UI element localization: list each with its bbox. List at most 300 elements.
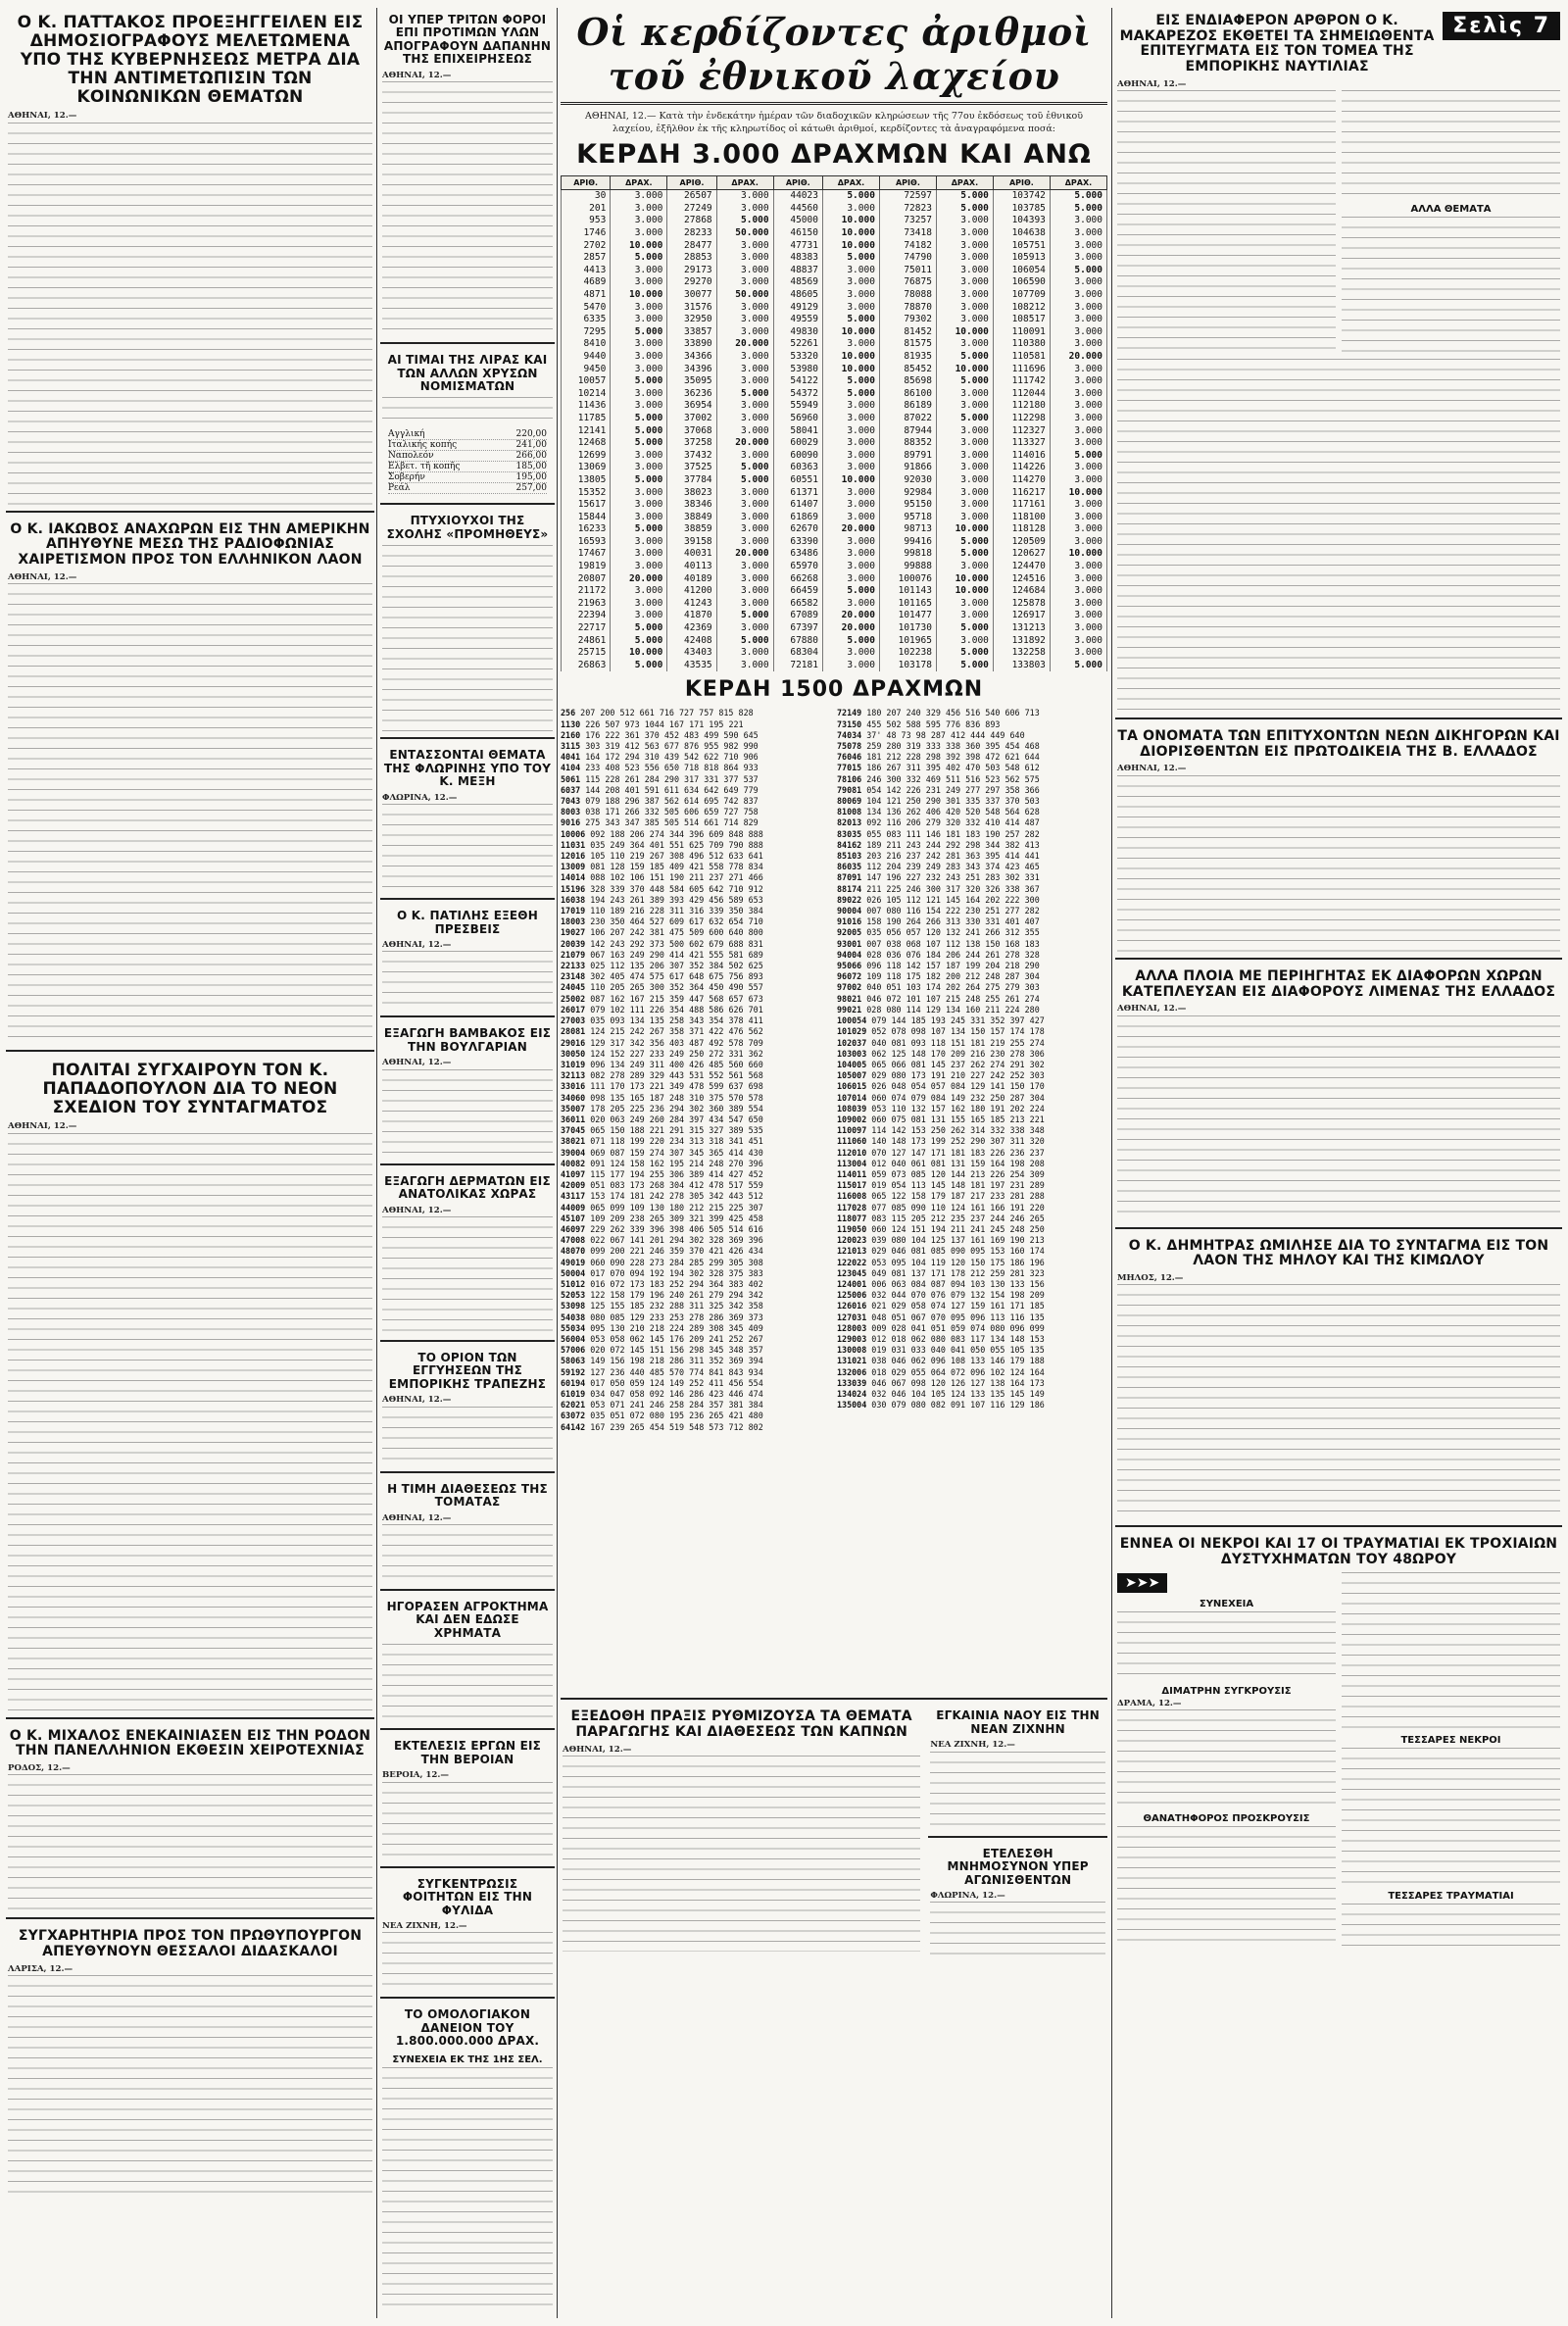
prize-amount: 3.000 [822, 536, 879, 549]
ticket-number: 73418 [879, 227, 936, 240]
ticket-number: 104393 [993, 215, 1050, 227]
number-line: 42009 051 083 173 268 304 412 478 517 559 [561, 1180, 763, 1191]
prize-amount: 3.000 [716, 190, 773, 203]
prize-amount: 5.000 [611, 622, 667, 635]
story-thessaloi [6, 1923, 374, 2206]
ticket-number: 10214 [562, 388, 611, 401]
prize-amount: 3.000 [822, 338, 879, 351]
prize-amount: 5.000 [611, 474, 667, 487]
prize-amount: 3.000 [1050, 512, 1106, 524]
ticket-number: 60363 [773, 462, 822, 474]
table-row [562, 190, 1107, 203]
prize-amount: 20.000 [716, 548, 773, 561]
ticket-number: 41243 [667, 598, 716, 611]
ticket-number: 124470 [993, 561, 1050, 573]
dateline: ΛΑΡΙΣΑ, 12.— [8, 1963, 74, 1974]
ticket-number: 13069 [562, 462, 611, 474]
story-dimitras [1115, 1233, 1562, 1528]
ticket-number: 110091 [993, 326, 1050, 339]
prize-amount: 3.000 [716, 573, 773, 586]
article-body [1117, 1611, 1336, 1680]
ticket-number: 66268 [773, 573, 822, 586]
ticket-number: 2702 [562, 240, 611, 253]
article-body [382, 1407, 553, 1465]
prize-amount: 3.000 [822, 450, 879, 463]
headline: ΗΓΟΡΑΣΕΝ ΑΓΡΟΚΤΗΜΑ ΚΑΙ ΔΕΝ ΕΔΩΣΕ ΧΡΗΜΑΤΑ [386, 1600, 549, 1640]
story-trochaia [1115, 1531, 1562, 1957]
number-line: 39004 069 087 159 274 307 345 365 414 430 [561, 1147, 763, 1158]
number-line: 113004 012 040 061 081 131 159 164 198 208 [837, 1158, 1045, 1168]
story-kapnoi [561, 1704, 922, 1966]
article-body [382, 81, 553, 336]
table-row [562, 474, 1107, 487]
ticket-number: 37002 [667, 413, 716, 425]
ticket-number: 12699 [562, 450, 611, 463]
dateline: ΑΘΗΝΑΙ, 12.— [1117, 764, 1187, 774]
prize-amount: 3.000 [716, 660, 773, 672]
table-header: ΔΡΑΧ. [822, 176, 879, 190]
ticket-number: 37525 [667, 462, 716, 474]
dateline: ΑΘΗΝΑΙ, 12.— [8, 1121, 77, 1132]
ticket-number: 4413 [562, 265, 611, 277]
number-line: 37045 065 150 188 221 291 315 327 389 535 [561, 1125, 763, 1136]
prize-amount: 3.000 [611, 487, 667, 500]
ticket-number: 4689 [562, 276, 611, 289]
number-line: 114011 059 073 085 120 144 213 226 254 309 [837, 1168, 1045, 1179]
table-header: ΔΡΑΧ. [611, 176, 667, 190]
number-line: 72149 180 207 240 329 456 516 540 606 713 [837, 708, 1040, 718]
table-header: ΑΡΙΘ. [562, 176, 611, 190]
table-header: ΑΡΙΘ. [879, 176, 936, 190]
table-row [562, 647, 1107, 660]
number-line: 19027 106 207 242 381 475 509 600 640 800 [561, 927, 763, 938]
dateline: ΑΘΗΝΑΙ, 12.— [8, 571, 77, 582]
number-line: 125006 032 044 070 076 079 132 154 198 209 [837, 1290, 1045, 1301]
arrow-graphic: ➤➤➤ [1117, 1573, 1167, 1593]
ticket-number: 48383 [773, 252, 822, 265]
ticket-number: 15617 [562, 499, 611, 512]
number-line: 50004 017 070 094 192 194 302 328 375 383 [561, 1267, 763, 1278]
article-body [382, 1932, 553, 1991]
ticket-number: 37784 [667, 474, 716, 487]
prize-amount: 5.000 [822, 388, 879, 401]
bottom-right-stories [928, 1704, 1107, 1970]
ticket-number: 68304 [773, 647, 822, 660]
ticket-number: 2857 [562, 252, 611, 265]
ticket-number: 114270 [993, 474, 1050, 487]
story-naos [928, 1704, 1107, 1837]
prize-amount: 20.000 [716, 437, 773, 450]
ticket-number: 99818 [879, 548, 936, 561]
prize-amount: 3.000 [936, 635, 993, 648]
article-body [382, 1782, 553, 1860]
price-row: Ναπολεόν 266,00 [388, 451, 547, 462]
prize-amount: 3.000 [936, 499, 993, 512]
prize-amount: 5.000 [936, 203, 993, 216]
number-line: 48070 099 200 221 246 359 370 421 426 434 [561, 1246, 763, 1257]
ticket-number: 105913 [993, 252, 1050, 265]
ticket-number: 66582 [773, 598, 822, 611]
table-header: ΑΡΙΘ. [993, 176, 1050, 190]
dateline: ΑΘΗΝΑΙ, 12.— [382, 1395, 452, 1406]
prize-amount: 10.000 [936, 523, 993, 536]
story-dikigoroi [1115, 723, 1562, 960]
table-row [562, 351, 1107, 364]
prize-amount: 3.000 [1050, 635, 1106, 648]
number-line: 57006 020 072 145 151 156 298 345 348 357 [561, 1345, 763, 1356]
table-row [562, 314, 1107, 326]
ticket-number: 15352 [562, 487, 611, 500]
prize-amount: 5.000 [611, 326, 667, 339]
page-number-badge: Σελὶς 7 [1443, 12, 1560, 40]
prize-amount: 10.000 [1050, 548, 1106, 561]
prize-amount: 5.000 [936, 548, 993, 561]
price-row: Ελβετ. τῆ κοπῆς 185,00 [388, 462, 547, 472]
prize-amount: 3.000 [822, 425, 879, 438]
headline: ΕΓΚΑΙΝΙΑ ΝΑΟΥ ΕΙΣ ΤΗΝ ΝΕΑΝ ΖΙΧΝΗΝ [936, 1708, 1101, 1736]
prize-amount: 20.000 [822, 523, 879, 536]
ticket-number: 85698 [879, 375, 936, 388]
ticket-number: 34396 [667, 364, 716, 376]
story-ploia [1115, 964, 1562, 1229]
prize-amount: 3.000 [1050, 364, 1106, 376]
prize-amount: 3.000 [1050, 610, 1106, 622]
prize-amount: 3.000 [716, 561, 773, 573]
ticket-number: 103785 [993, 203, 1050, 216]
article-body [382, 2067, 553, 2312]
number-line: 36011 020 063 249 260 284 397 434 547 650 [561, 1114, 763, 1124]
ticket-number: 124684 [993, 585, 1050, 598]
prize-amount: 5.000 [611, 437, 667, 450]
article-body [930, 1752, 1105, 1830]
ticket-number: 103178 [879, 660, 936, 672]
table-row [562, 561, 1107, 573]
number-line: 61019 034 047 058 092 146 286 423 446 474 [561, 1389, 763, 1399]
prize-amount: 3.000 [822, 561, 879, 573]
column-1 [6, 8, 374, 2318]
number-line: 92005 035 056 057 120 132 241 266 312 355 [837, 927, 1040, 938]
ticket-number: 101965 [879, 635, 936, 648]
ticket-number: 67397 [773, 622, 822, 635]
table-row [562, 215, 1107, 227]
number-line: 24045 110 205 265 300 352 364 450 490 557 [561, 982, 763, 993]
dateline: ΑΘΗΝΑΙ, 12.— [382, 939, 452, 950]
table-row [562, 240, 1107, 253]
prize-amount: 10.000 [822, 215, 879, 227]
number-line: 135004 030 079 080 082 091 107 116 129 186 [837, 1400, 1045, 1410]
ticket-number: 28477 [667, 240, 716, 253]
subhead: ΤΕΣΣΑΡΕΣ ΤΡΑΥΜΑΤΙΑΙ [1388, 1890, 1514, 1902]
number-line: 22133 025 112 135 206 307 352 384 502 625 [561, 961, 763, 971]
prize-amount: 3.000 [936, 314, 993, 326]
number-line: 83035 055 083 111 146 181 183 190 257 282 [837, 828, 1040, 839]
ticket-number: 132258 [993, 647, 1050, 660]
table-row [562, 326, 1107, 339]
dateline: ΑΘΗΝΑΙ, 12.— [382, 1512, 452, 1523]
prize-amount: 3.000 [716, 351, 773, 364]
ticket-number: 61371 [773, 487, 822, 500]
number-line: 95066 096 118 142 157 187 199 204 218 290 [837, 961, 1040, 971]
headline: ΣΥΓΧΑΡΗΤΗΡΙΑ ΠΡΟΣ ΤΟΝ ΠΡΩΘΥΠΟΥΡΓΟΝ ΑΠΕΥΘΥΝΟΥΝ ΘΕΣΣΑΛΟΙ ΔΙΔΑΣΚΑΛΟΙ [18, 1928, 363, 1959]
headline: Ο Κ. ΜΙΧΑΛΟΣ ΕΝΕΚΑΙΝΙΑΣΕΝ ΕΙΣ ΤΗΝ ΡΟΔΟΝ ΤΗΝ ΠΑΝΕΛΛΗΝΙΟΝ ΕΚΘΕΣΙΝ ΧΕΙΡΟΤΕΧΝΙΑΣ [9, 1727, 371, 1759]
ticket-number: 11436 [562, 400, 611, 413]
headline: ΕΞΑΓΩΓΗ ΔΕΡΜΑΤΩΝ ΕΙΣ ΑΝΑΤΟΛΙΚΑΣ ΧΩΡΑΣ [384, 1173, 551, 1202]
prize-amount: 3.000 [936, 474, 993, 487]
number-line: 85103 203 216 237 242 281 363 395 414 441 [837, 851, 1040, 862]
prize-amount: 5.000 [716, 474, 773, 487]
ticket-number: 11785 [562, 413, 611, 425]
prize-amount: 5.000 [1050, 660, 1106, 672]
ticket-number: 33890 [667, 338, 716, 351]
ticket-number: 20807 [562, 573, 611, 586]
table-row [562, 635, 1107, 648]
story-tomata [380, 1477, 555, 1591]
headline: Ο Κ. ΔΗΜΗΤΡΑΣ ΩΜΙΛΗΣΕ ΔΙΑ ΤΟ ΣΥΝΤΑΓΜΑ ΕΙΣ ΤΟΝ ΛΑΟΝ ΤΗΣ ΜΗΛΟΥ ΚΑΙ ΤΗΣ ΚΙΜΩΛΟΥ [1128, 1237, 1549, 1269]
number-line: 107014 060 074 079 084 149 232 250 287 304 [837, 1092, 1045, 1103]
number-line: 82013 092 116 206 279 320 332 410 414 487 [837, 817, 1040, 828]
prize-amount: 3.000 [716, 523, 773, 536]
article-body [382, 951, 553, 1010]
prize-amount: 3.000 [1050, 252, 1106, 265]
ticket-number: 98713 [879, 523, 936, 536]
table-header: ΔΡΑΧ. [936, 176, 993, 190]
headline: ΕΝΤΑΣΣΟΝΤΑΙ ΘΕΜΑΤΑ ΤΗΣ ΦΛΩΡΙΝΗΣ ΥΠΟ ΤΟΥ Κ. ΜΕΞΗ [383, 748, 552, 789]
number-line: 122022 053 095 104 119 120 150 175 186 196 [837, 1257, 1045, 1267]
ticket-number: 116217 [993, 487, 1050, 500]
table-row [562, 276, 1107, 289]
prize-amount: 5.000 [822, 635, 879, 648]
ticket-number: 49830 [773, 326, 822, 339]
ticket-number: 92030 [879, 474, 936, 487]
ticket-number: 99416 [879, 536, 936, 549]
number-line: 130008 019 031 033 040 041 050 055 105 135 [837, 1345, 1045, 1356]
prize-amount: 3.000 [822, 647, 879, 660]
prize-amount: 5.000 [611, 413, 667, 425]
prize-amount: 3.000 [1050, 326, 1106, 339]
ticket-number: 16233 [562, 523, 611, 536]
ticket-number: 48569 [773, 276, 822, 289]
ticket-number: 101165 [879, 598, 936, 611]
ticket-number: 32950 [667, 314, 716, 326]
number-line: 104005 065 066 081 145 237 262 274 291 302 [837, 1059, 1045, 1069]
number-line: 94004 028 036 076 184 206 244 261 278 328 [837, 949, 1040, 960]
ticket-number: 27249 [667, 203, 716, 216]
prize-amount: 5.000 [716, 388, 773, 401]
number-line: 60194 017 050 059 124 149 252 411 456 554 [561, 1377, 763, 1388]
dateline: ΦΛΩΡΙΝΑ, 12.— [382, 792, 458, 803]
table-row [562, 289, 1107, 302]
headline: ΕΞΑΓΩΓΗ ΒΑΜΒΑΚΟΣ ΕΙΣ ΤΗΝ ΒΟΥΛΓΑΡΙΑΝ [383, 1026, 552, 1054]
number-line: 63072 035 051 072 080 195 236 265 421 480 [561, 1410, 763, 1421]
story-daneion [380, 2003, 555, 2317]
prize-amount: 3.000 [1050, 375, 1106, 388]
ticket-number: 55949 [773, 400, 822, 413]
number-line: 73150 455 502 588 595 776 836 893 [837, 718, 1001, 729]
prize-amount: 3.000 [822, 573, 879, 586]
ticket-number: 108517 [993, 314, 1050, 326]
ticket-number: 15844 [562, 512, 611, 524]
ticket-number: 7295 [562, 326, 611, 339]
headline: ΕΝΝΕΑ ΟΙ ΝΕΚΡΟΙ ΚΑΙ 17 ΟΙ ΤΡΑΥΜΑΤΙΑΙ ΕΚ ΤΡΟΧΙΑΙΩΝ ΔΥΣΤΥΧΗΜΑΤΩΝ ΤΟΥ 48ΩΡΟΥ [1119, 1536, 1558, 1568]
ticket-number: 10057 [562, 375, 611, 388]
column-rule [1111, 8, 1112, 2318]
ticket-number: 201 [562, 203, 611, 216]
number-line: 91016 158 190 264 266 313 330 331 401 407 [837, 916, 1040, 927]
number-line: 14014 088 102 106 151 190 211 237 271 466 [561, 872, 763, 883]
table-row [562, 364, 1107, 376]
ticket-number: 25715 [562, 647, 611, 660]
prize-amount: 3.000 [1050, 400, 1106, 413]
ticket-number: 27868 [667, 215, 716, 227]
prize-amount: 3.000 [1050, 227, 1106, 240]
prize-amount: 20.000 [1050, 351, 1106, 364]
article-body [8, 1133, 372, 1711]
number-line: 59192 127 236 440 485 570 774 841 843 934 [561, 1366, 763, 1377]
ticket-number: 56960 [773, 413, 822, 425]
article-body [8, 1975, 372, 2201]
ticket-number: 72823 [879, 203, 936, 216]
story-fylida [380, 1872, 555, 2000]
ticket-number: 41870 [667, 610, 716, 622]
ticket-number: 81935 [879, 351, 936, 364]
ticket-number: 29270 [667, 276, 716, 289]
prize-amount: 3.000 [822, 512, 879, 524]
prize-amount: 10.000 [1050, 487, 1106, 500]
number-line: 55034 095 130 210 218 224 289 308 345 409 [561, 1322, 763, 1333]
article-body [1117, 1015, 1560, 1221]
ticket-number: 125878 [993, 598, 1050, 611]
prize-amount: 3.000 [716, 512, 773, 524]
prize-amount: 3.000 [822, 598, 879, 611]
story-prometheus [380, 509, 555, 739]
number-line: 88174 211 225 246 300 317 320 326 338 367 [837, 883, 1040, 894]
number-line: 1130 226 507 973 1044 167 171 195 221 [561, 718, 744, 729]
prize-amount: 3.000 [822, 462, 879, 474]
ticket-number: 60029 [773, 437, 822, 450]
ticket-number: 5470 [562, 302, 611, 315]
price-row: Σοβερήν 195,00 [388, 472, 547, 483]
number-line: 101029 052 078 098 107 134 150 157 174 178 [837, 1026, 1045, 1037]
headline: Ο Κ. ΠΑΤΙΛΗΣ ΕΞΕΘΗ ΠΡΕΣΒΕΙΣ [397, 909, 538, 936]
number-line: 128003 009 028 041 051 059 074 080 096 099 [837, 1322, 1045, 1333]
number-line: 43117 153 174 181 242 278 305 342 443 512 [561, 1191, 763, 1202]
table-row [562, 265, 1107, 277]
prize-amount: 5.000 [716, 610, 773, 622]
table-row [562, 338, 1107, 351]
number-line: 116008 065 122 158 179 187 217 233 281 288 [837, 1191, 1045, 1202]
ticket-number: 99888 [879, 561, 936, 573]
ticket-number: 36236 [667, 388, 716, 401]
ticket-number: 9440 [562, 351, 611, 364]
ticket-number: 8410 [562, 338, 611, 351]
ticket-number: 41200 [667, 585, 716, 598]
subhead: ΣΥΝΕΧΕΙΑ ΕΚ ΤΗΣ 1ΗΣ ΣΕΛ. [392, 2054, 543, 2065]
ticket-number: 43535 [667, 660, 716, 672]
lottery-title-1500: ΚΕΡΔΗ 1500 ΔΡΑΧΜΩΝ [684, 677, 984, 703]
ticket-number: 62670 [773, 523, 822, 536]
ticket-number: 60090 [773, 450, 822, 463]
table-row [562, 523, 1107, 536]
ticket-number: 42408 [667, 635, 716, 648]
ticket-number: 107709 [993, 289, 1050, 302]
ticket-number: 49559 [773, 314, 822, 326]
ticket-number: 16593 [562, 536, 611, 549]
prize-amount: 3.000 [936, 487, 993, 500]
story-lira [380, 348, 555, 505]
ticket-number: 114016 [993, 450, 1050, 463]
prize-amount: 5.000 [611, 523, 667, 536]
ticket-number: 102238 [879, 647, 936, 660]
ticket-number: 31576 [667, 302, 716, 315]
article-body [1342, 217, 1560, 354]
prize-amount: 3.000 [611, 302, 667, 315]
ticket-number: 46150 [773, 227, 822, 240]
ticket-number: 28853 [667, 252, 716, 265]
ticket-number: 65970 [773, 561, 822, 573]
number-line: 256 207 200 512 661 716 727 757 815 828 [561, 708, 754, 718]
prize-amount: 3.000 [936, 265, 993, 277]
prize-amount: 3.000 [716, 425, 773, 438]
ticket-number: 74182 [879, 240, 936, 253]
prize-amount: 5.000 [611, 375, 667, 388]
number-line: 110097 114 142 153 250 262 314 332 338 348 [837, 1125, 1045, 1136]
number-line: 87091 147 196 227 232 243 251 283 302 331 [837, 872, 1040, 883]
prize-amount: 3.000 [611, 364, 667, 376]
number-line: 4104 233 408 523 556 650 718 818 864 933 [561, 763, 759, 773]
prize-amount: 5.000 [822, 375, 879, 388]
ticket-number: 120627 [993, 548, 1050, 561]
ticket-number: 33857 [667, 326, 716, 339]
ticket-number: 67880 [773, 635, 822, 648]
number-line: 15196 328 339 370 448 584 605 642 710 912 [561, 883, 763, 894]
prize-amount: 3.000 [822, 487, 879, 500]
number-line: 51012 016 072 173 183 252 294 364 383 402 [561, 1278, 763, 1289]
table-row [562, 375, 1107, 388]
subhead: ΣΥΝΕΧΕΙΑ [1199, 1598, 1254, 1609]
prize-amount: 3.000 [1050, 314, 1106, 326]
table-row [562, 622, 1107, 635]
prize-amount: 3.000 [822, 660, 879, 672]
dateline: ΑΘΗΝΑΙ, 12.— [563, 1744, 632, 1755]
prize-amount: 20.000 [716, 338, 773, 351]
table-row [562, 425, 1107, 438]
ticket-number: 87944 [879, 425, 936, 438]
number-line: 111060 140 148 173 199 252 290 307 311 320 [837, 1136, 1045, 1147]
prize-amount: 3.000 [822, 289, 879, 302]
ticket-number: 101730 [879, 622, 936, 635]
article-body [1117, 90, 1336, 355]
ticket-number: 61869 [773, 512, 822, 524]
ticket-number: 29173 [667, 265, 716, 277]
table-row [562, 499, 1107, 512]
prize-amount: 5.000 [611, 660, 667, 672]
prize-amount: 10.000 [822, 326, 879, 339]
article-body [382, 1216, 553, 1334]
prize-amount: 3.000 [1050, 413, 1106, 425]
number-line: 84162 189 211 243 244 292 298 344 382 413 [837, 839, 1040, 850]
headline: ΕΤΕΛΕΣΘΗ ΜΝΗΜΟΣΥΝΟΝ ΥΠΕΡ ΑΓΩΝΙΣΘΕΝΤΩΝ [947, 1846, 1089, 1887]
prize-amount: 3.000 [936, 227, 993, 240]
number-line: 17019 110 189 216 228 311 316 339 350 384 [561, 906, 763, 916]
ticket-number: 74790 [879, 252, 936, 265]
prize-amount: 3.000 [611, 462, 667, 474]
number-line: 100054 079 144 185 193 245 331 352 397 427 [837, 1015, 1045, 1026]
prize-amount: 3.000 [822, 437, 879, 450]
table-row [562, 462, 1107, 474]
story-dermata [380, 1169, 555, 1342]
number-line: 30050 124 152 227 233 249 250 272 331 362 [561, 1048, 763, 1059]
headline: Ο Κ. ΠΑΤΤΑΚΟΣ ΠΡΟΕΞΗΓΓΕΙΛΕΝ ΕΙΣ ΔΗΜΟΣΙΟΓΡΑΦΟΥΣ ΜΕΛΕΤΩΜΕΝΑ ΥΠΟ ΤΗΣ ΚΥΒΕΡΝΗΣΕΩΣ ΜΕΤΡΑ ΔΙΑ ΤΗΝ ΑΝΤΙΜΕΤΩΠΙΣΙΝ ΤΩΝ ΚΟΙΝΩΝΙΚΩΝ ΘΕΜΑΤΩΝ [17, 13, 364, 108]
